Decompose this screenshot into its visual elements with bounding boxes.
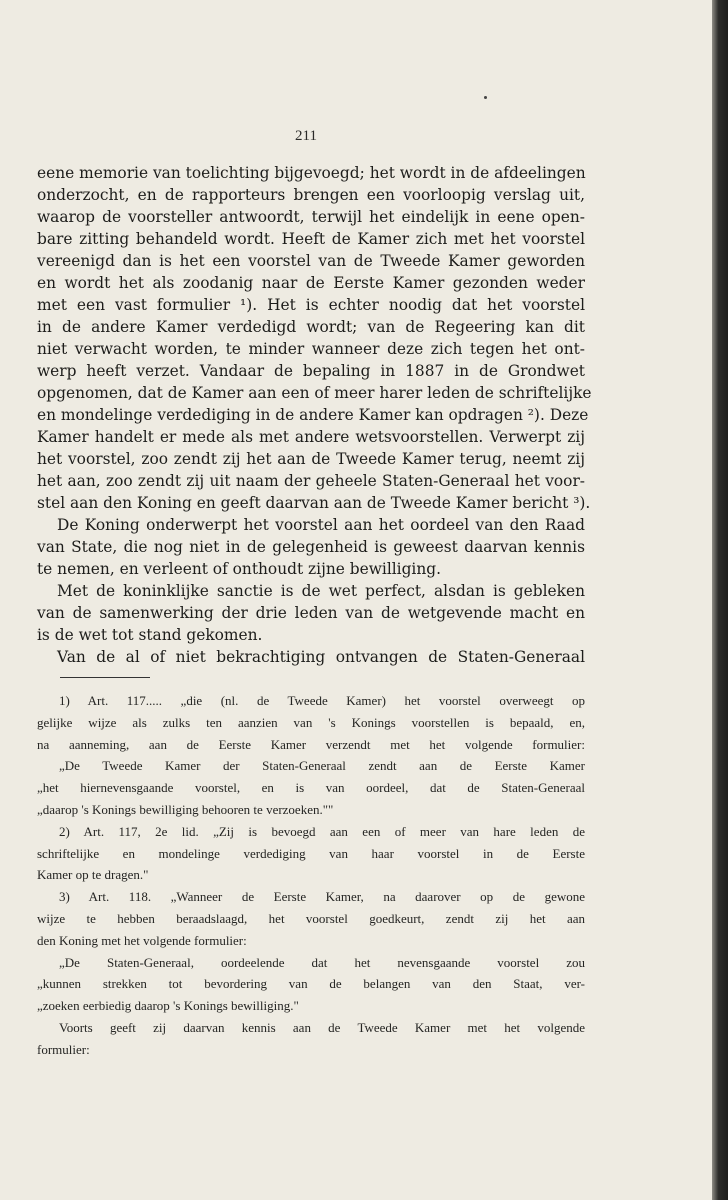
text-line: Van de al of niet bekrachtiging ontvangen de Staten-Generaal	[57, 648, 585, 666]
text-line: is de wet tot stand gekomen.	[37, 626, 263, 644]
footnote-line: formulier:	[37, 1041, 90, 1057]
footnote-line: gelijke wijze als zulks ten aanzien van 's Konings voorstellen is bepaald, en,	[37, 714, 585, 730]
text-line: niet verwacht worden, te minder wanneer deze zich tegen het ont-	[37, 340, 585, 358]
text-line: vereenigd dan is het een voorstel van de Tweede Kamer geworden	[37, 252, 585, 270]
page-edge	[712, 0, 728, 1200]
text-line: in de andere Kamer verdedigd wordt; van de Regeering kan dit	[37, 318, 585, 336]
footnote-separator	[60, 677, 150, 678]
text-line: onderzocht, en de rapporteurs brengen een voorloopig verslag uit,	[37, 186, 585, 204]
footnote-line: 2) Art. 117, 2e lid. „Zij is bevoegd aan een of meer van hare leden de	[59, 823, 585, 839]
footnote-line: den Koning met het volgende formulier:	[37, 932, 247, 948]
text-line: De Koning onderwerpt het voorstel aan het oordeel van den Raad	[57, 516, 585, 534]
ink-speck	[484, 96, 487, 99]
text-line: het voorstel, zoo zendt zij het aan de Tweede Kamer terug, neemt zij	[37, 450, 585, 468]
text-line: werp heeft verzet. Vandaar de bepaling in 1887 in de Grondwet	[37, 362, 585, 380]
text-line: met een vast formulier ¹). Het is echter noodig dat het voorstel	[37, 296, 585, 314]
main-text	[37, 162, 592, 668]
footnote-line: wijze te hebben beraadslaagd, het voorstel goedkeurt, zendt zij het aan	[37, 910, 585, 926]
footnote-line: „daarop 's Konings bewilliging behooren te verzoeken.""	[37, 801, 334, 817]
text-line: en mondelinge verdediging in de andere Kamer kan opdragen ²). Deze	[37, 406, 589, 424]
footnote-line: „het hiernevensgaande voorstel, en is van oordeel, dat de Staten-Generaal	[37, 780, 585, 796]
text-line: en wordt het als zoodanig naar de Eerste Kamer gezonden weder	[37, 274, 585, 292]
footnote-line: 1) Art. 117..... „die (nl. de Tweede Kamer) het voorstel overweegt op	[59, 693, 585, 708]
text-line: bare zitting behandeld wordt. Heeft de Kamer zich met het voorstel	[37, 230, 585, 248]
footnote-line: 3) Art. 118. „Wanneer de Eerste Kamer, na daarover op de gewone	[59, 889, 585, 905]
text-line: van State, die nog niet in de gelegenheid is geweest daarvan kennis	[37, 538, 585, 556]
text-line: waarop de voorsteller antwoordt, terwijl het eindelijk in eene open-	[37, 208, 585, 226]
footnote-line: „kunnen strekken tot bevordering van de belangen van den Staat, ver-	[37, 976, 585, 992]
text-line: Met de koninklijke sanctie is de wet perfect, alsdan is gebleken	[57, 582, 585, 600]
text-line: te nemen, en verleent of onthoudt zijne bewilliging.	[37, 560, 442, 578]
footnote-line: „zoeken eerbiedig daarop 's Konings bewilliging."	[37, 998, 299, 1014]
footnote-line: na aanneming, aan de Eerste Kamer verzendt met het volgende formulier:	[37, 736, 585, 752]
text-line: opgenomen, dat de Kamer aan een of meer harer leden de schriftelijke	[37, 384, 592, 402]
text-line: Kamer handelt er mede als met andere wetsvoorstellen. Verwerpt zij	[37, 428, 585, 446]
text-line: van de samenwerking der drie leden van de wetgevende macht en	[37, 604, 585, 622]
footnote-line: „De Tweede Kamer der Staten-Generaal zendt aan de Eerste Kamer	[59, 758, 585, 774]
page-number: 211	[295, 128, 317, 144]
footnotes	[37, 690, 585, 1061]
footnote-line: Kamer op te dragen."	[37, 867, 149, 883]
text-line: eene memorie van toelichting bijgevoegd; het wordt in de afdeelingen	[37, 164, 586, 182]
text-line: het aan, zoo zendt zij uit naam der geheele Staten-Generaal het voor-	[37, 472, 585, 490]
footnote-line: „De Staten-Generaal, oordeelende dat het nevensgaande voorstel zou	[59, 954, 585, 970]
footnote-line: Voorts geeft zij daarvan kennis aan de Tweede Kamer met het volgende	[59, 1019, 585, 1035]
footnote-line: schriftelijke en mondelinge verdediging van haar voorstel in de Eerste	[37, 845, 585, 861]
text-line: stel aan den Koning en geeft daarvan aan de Tweede Kamer bericht ³).	[37, 494, 591, 512]
